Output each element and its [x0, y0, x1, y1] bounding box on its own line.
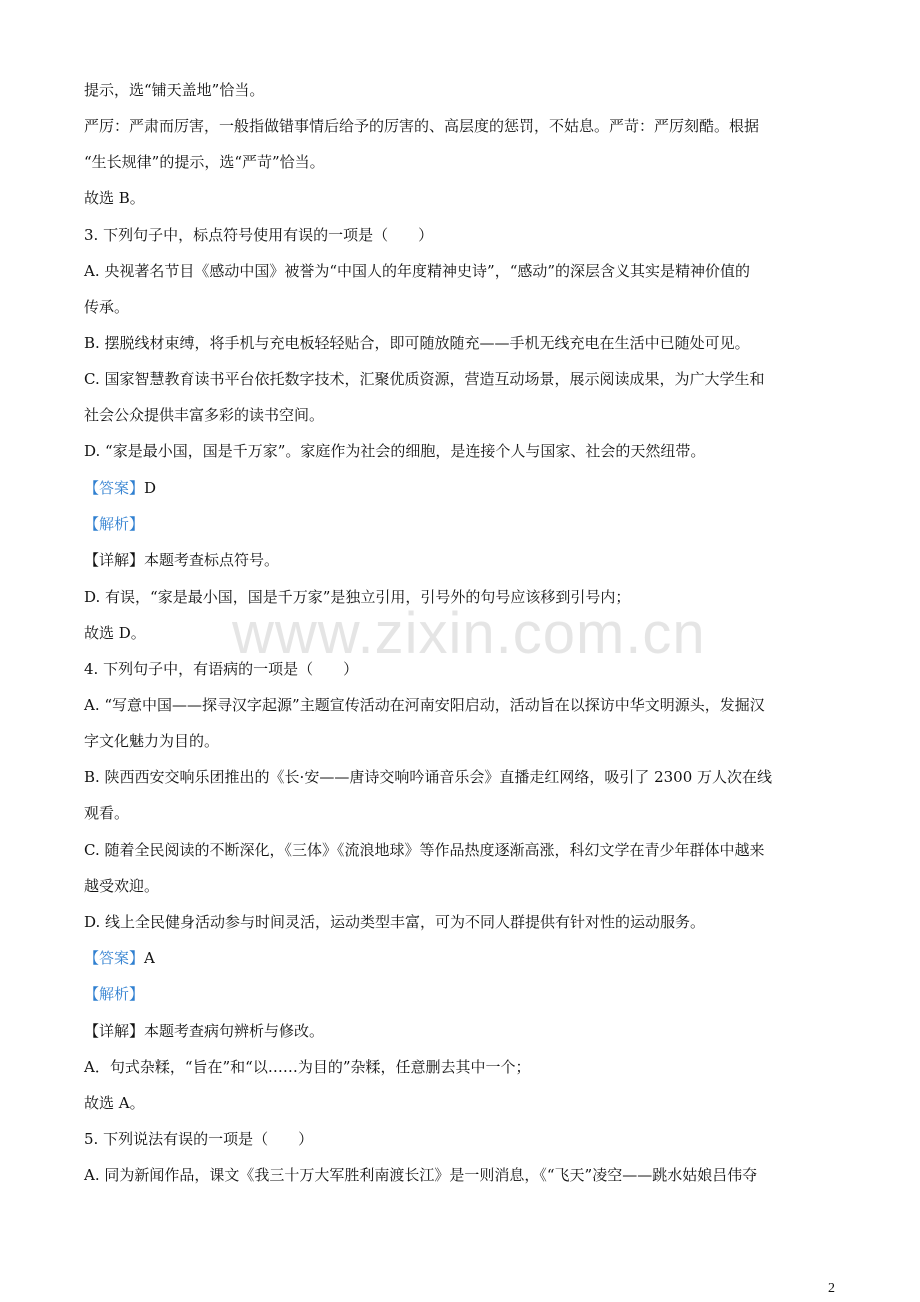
labeled-line	[84, 984, 144, 1004]
text-line: 观看。	[84, 804, 130, 822]
text-line: B. 摆脱线材束缚，将手机与充电板轻轻贴合，即可随放随充——手机无线充电在生活中已随处可见。	[84, 334, 750, 352]
text-line: 故选 A。	[84, 1094, 145, 1112]
text-line: 提示，选“铺天盖地”恰当。	[84, 81, 265, 99]
text-line: “生长规律”的提示，选“严苛”恰当。	[84, 153, 325, 171]
text-line: 社会公众提供丰富多彩的读书空间。	[84, 406, 325, 424]
text-line: 3. 下列句子中，标点符号使用有误的一项是（ ）	[84, 226, 434, 244]
section-tag: 【答案】	[84, 479, 145, 497]
text-line: D. 有误，“家是最小国，国是千万家”是独立引用，引号外的句号应该移到引号内；	[84, 588, 631, 606]
text-line: 故选 D。	[84, 624, 146, 642]
text-line: A. 同为新闻作品，课文《我三十万大军胜利南渡长江》是一则消息，《“飞天”凌空——跳水姑娘吕伟夺	[84, 1166, 758, 1184]
page-number: 2	[828, 1281, 835, 1296]
text-line: A. 央视著名节目《感动中国》被誉为“中国人的年度精神史诗”，“感动”的深层含义其实是精神价值的	[84, 262, 751, 280]
section-text: D	[144, 479, 157, 497]
section-tag: 【解析】	[84, 985, 145, 1003]
watermark: www.zixin.com.cn	[232, 601, 706, 666]
text-line: 严厉：严肃而厉害，一般指做错事情后给予的厉害的、高层度的惩罚，不姑息。严苛：严厉刻酷。根据	[84, 117, 760, 135]
text-line: 传承。	[84, 298, 130, 316]
labeled-line	[84, 514, 144, 534]
labeled-line	[84, 948, 155, 968]
text-line: 字文化魅力为目的。	[84, 732, 220, 750]
text-line: A．句式杂糅，“旨在”和“以……为目的”杂糅，任意删去其中一个；	[84, 1058, 531, 1076]
labeled-line	[84, 478, 156, 498]
text-line: 越受欢迎。	[84, 877, 160, 895]
text-line: 【详解】本题考查标点符号。	[84, 551, 280, 569]
text-line: A. “写意中国——探寻汉字起源”主题宣传活动在河南安阳启动，活动旨在以探访中华文明源头，发掘汉	[84, 696, 765, 714]
section-tag: 【解析】	[84, 515, 145, 533]
text-line: D. “家是最小国，国是千万家”。家庭作为社会的细胞，是连接个人与国家、社会的天然纽带。	[84, 442, 706, 460]
text-line: 【详解】本题考查病句辨析与修改。	[84, 1022, 325, 1040]
text-line: C. 随着全民阅读的不断深化，《三体》《流浪地球》等作品热度逐渐高涨，科幻文学在青少年群体中越来	[84, 841, 765, 859]
text-line: C. 国家智慧教育读书平台依托数字技术，汇聚优质资源，营造互动场景，展示阅读成果，为广大学生和	[84, 370, 765, 388]
section-text: A	[144, 949, 155, 967]
section-tag: 【答案】	[84, 949, 145, 967]
text-line: 4. 下列句子中，有语病的一项是（ ）	[84, 660, 359, 678]
text-line: 5. 下列说法有误的一项是（ ）	[84, 1130, 314, 1148]
text-line: 故选 B。	[84, 189, 145, 207]
text-line: B. 陕西西安交响乐团推出的《长·安——唐诗交响吟诵音乐会》直播走红网络，吸引了 2300 万人次在线	[84, 768, 773, 786]
text-line: D. 线上全民健身活动参与时间灵活，运动类型丰富，可为不同人群提供有针对性的运动服务。	[84, 913, 706, 931]
